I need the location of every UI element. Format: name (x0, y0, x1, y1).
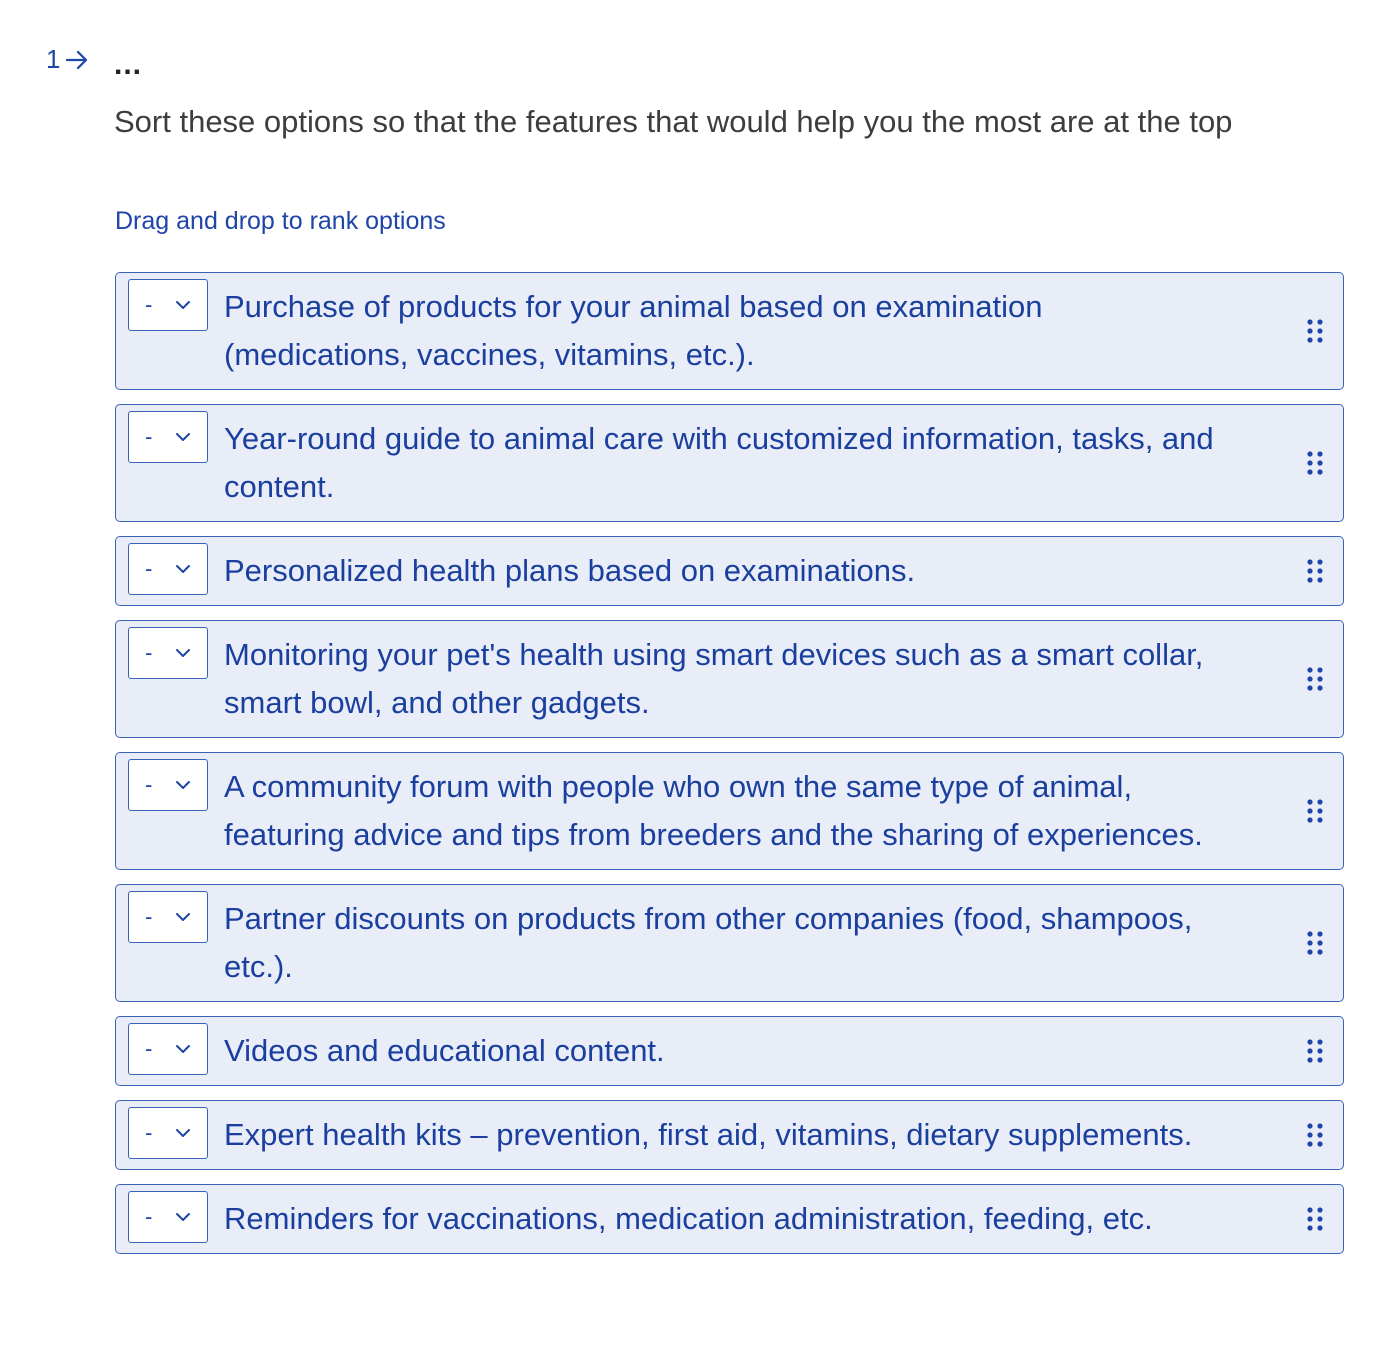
drag-handle-icon[interactable] (1305, 798, 1325, 824)
chevron-down-icon (175, 648, 191, 658)
question-number (46, 44, 90, 75)
rank-option-label: Year-round guide to animal care with customized information, tasks, and content. (224, 421, 1214, 504)
arrow-right-icon (64, 47, 90, 73)
drag-handle-icon[interactable] (1305, 666, 1325, 692)
rank-value: - (145, 1036, 153, 1061)
rank-option[interactable] (115, 620, 1344, 738)
chevron-down-icon (175, 1128, 191, 1138)
rank-dropdown[interactable] (128, 279, 208, 331)
rank-option[interactable] (115, 1184, 1344, 1254)
rank-dropdown[interactable] (128, 759, 208, 811)
rank-option[interactable] (115, 1016, 1344, 1086)
drag-handle-icon[interactable] (1305, 558, 1325, 584)
chevron-down-icon (175, 912, 191, 922)
rank-option-label: Videos and educational content. (224, 1033, 665, 1068)
question-text: Sort these options so that the features that would help you the most are at the top (114, 104, 1233, 139)
drag-handle-icon[interactable] (1305, 1206, 1325, 1232)
rank-dropdown[interactable] (128, 543, 208, 595)
rank-dropdown[interactable] (128, 1107, 208, 1159)
rank-option-label: Purchase of products for your animal based on examination (medications, vaccines, vitamins, etc.). (224, 289, 1043, 372)
rank-dropdown[interactable] (128, 1023, 208, 1075)
rank-value: - (145, 904, 153, 929)
rank-option-label: Personalized health plans based on examinations. (224, 553, 916, 588)
drag-handle-icon[interactable] (1305, 450, 1325, 476)
drag-handle-icon[interactable] (1305, 318, 1325, 344)
rank-dropdown[interactable] (128, 627, 208, 679)
rank-option-label: Partner discounts on products from other companies (food, shampoos, etc.). (224, 901, 1193, 984)
rank-value: - (145, 292, 153, 317)
chevron-down-icon (175, 1044, 191, 1054)
rank-option-label: Monitoring your pet's health using smart devices such as a smart collar, smart bowl, and other gadgets. (224, 637, 1204, 720)
rank-dropdown[interactable] (128, 411, 208, 463)
chevron-down-icon (175, 564, 191, 574)
rank-value: - (145, 1204, 153, 1229)
rank-option-label: A community forum with people who own the same type of animal, featuring advice and tips from breeders and the sharing of experiences. (224, 769, 1203, 852)
chevron-down-icon (175, 780, 191, 790)
rank-value: - (145, 556, 153, 581)
rank-option[interactable] (115, 272, 1344, 390)
rank-option-label: Reminders for vaccinations, medication administration, feeding, etc. (224, 1201, 1153, 1236)
rank-dropdown[interactable] (128, 1191, 208, 1243)
rank-option[interactable] (115, 404, 1344, 522)
rank-value: - (145, 1120, 153, 1145)
rank-dropdown[interactable] (128, 891, 208, 943)
rank-value: - (145, 640, 153, 665)
rank-option-label: Expert health kits – prevention, first aid, vitamins, dietary supplements. (224, 1117, 1193, 1152)
rank-option[interactable] (115, 884, 1344, 1002)
drag-handle-icon[interactable] (1305, 930, 1325, 956)
chevron-down-icon (175, 432, 191, 442)
rank-option[interactable] (115, 752, 1344, 870)
rank-value: - (145, 772, 153, 797)
question-number-text: 1 (46, 44, 61, 74)
rank-value: - (145, 424, 153, 449)
rank-option[interactable] (115, 536, 1344, 606)
chevron-down-icon (175, 1212, 191, 1222)
drag-handle-icon[interactable] (1305, 1038, 1325, 1064)
rank-options-list (115, 272, 1344, 1268)
drag-handle-icon[interactable] (1305, 1122, 1325, 1148)
rank-hint: Drag and drop to rank options (115, 207, 446, 235)
rank-option[interactable] (115, 1100, 1344, 1170)
chevron-down-icon (175, 300, 191, 310)
question-title: ... (114, 48, 143, 81)
